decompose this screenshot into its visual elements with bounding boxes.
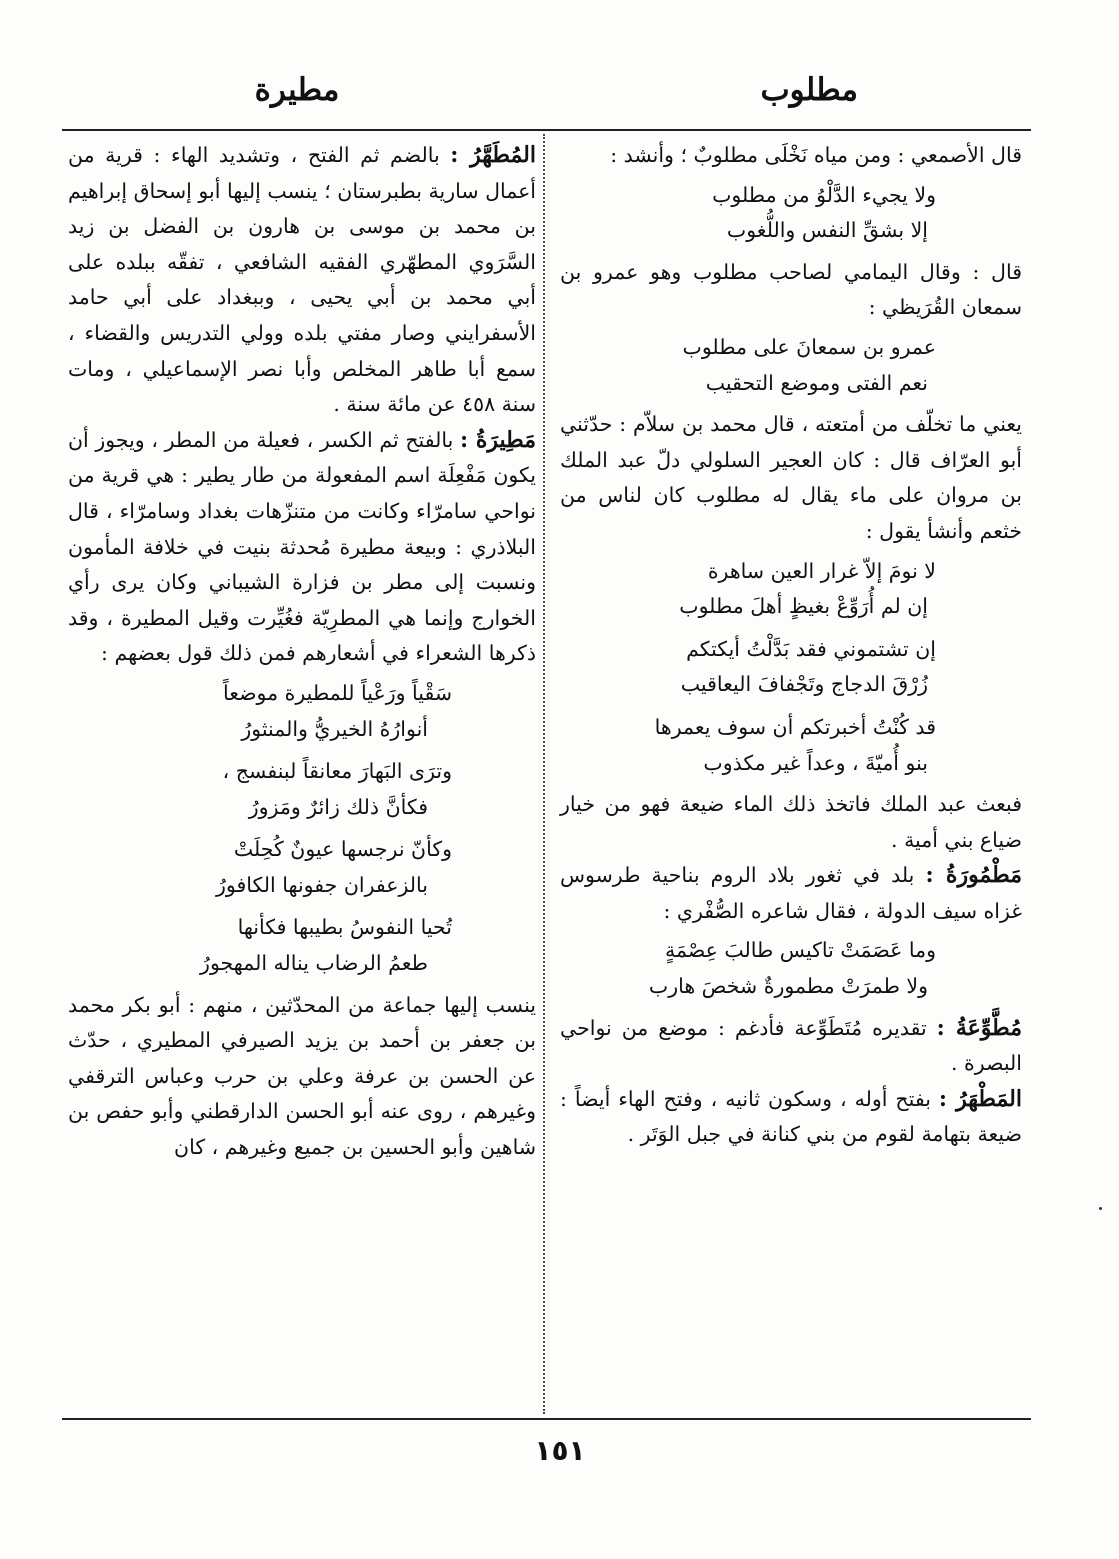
footer-rule <box>62 1418 1031 1420</box>
entry-headword: مَطْمُورَةُ : <box>925 862 1022 889</box>
verse-line: سَقْياً ورَعْياً للمطيرة موضعاً <box>222 680 452 705</box>
entry-headword: مُطَّوِّعَةُ : <box>936 1014 1022 1041</box>
verse <box>560 178 1022 249</box>
page-number: ١٥١ <box>534 1434 586 1467</box>
verse-line: قد كُنْتُ أخبرتكم أن سوف يعمرها <box>654 714 936 739</box>
entry-headword: المُطَهَّرُ : <box>450 142 536 168</box>
entry <box>68 423 536 672</box>
entry-text: بالفتح ثم الكسر ، فعيلة من المطر ، ويجوز أن يكون مَفْعِلَة اسم المفعولة من طار يطير : هي قرية من نواحي سامرّاء وكانت من متنزّهات بغداد وسامرّاء ، قال البلاذري : وبيعة مطيرة مُحدثة بنيت في خلافة المأمون ونسبت إلى مطر بن فزارة الشيباني وكان يرى رأي الخوارج وإنما هي المطرِيّة فغُيِّرت وقيل المطيرة ، وقد ذكرها الشعراء في أشعارهم فمن ذلك قول بعضهم : <box>68 427 536 666</box>
verse-line: إن تشتموني فقد بَدَّلْتُ أيكتكم <box>686 636 936 661</box>
entry-headword: مَطِيرَةُ : <box>459 426 536 453</box>
entry <box>560 1011 1022 1082</box>
verse-line: إن لم أُرَوِّعْ بغيظٍ أهلَ مطلوب <box>679 594 928 619</box>
verse-line: نعم الفتى وموضع التحقيب <box>705 370 928 395</box>
paragraph: قال الأصمعي : ومن مياه نَخْلَى مطلوبٌ ؛ وأنشد : <box>610 143 1022 167</box>
verse-line: وترَى البَهارَ معانقاً لبنفسج ، <box>222 759 452 784</box>
entry <box>560 1082 1022 1153</box>
entry <box>560 858 1022 929</box>
entry-headword: المَطْهَرُ : <box>938 1085 1023 1112</box>
margin-mark <box>1099 1207 1102 1210</box>
entry-text: تقديره مُتَطَوِّعة فأدغم : موضع من نواحي البصرة . <box>560 1015 1022 1076</box>
verse-line: بالزعفران جفونها الكافورُ <box>215 872 428 897</box>
verse-line: إلا بشقِّ النفس واللُّغوب <box>726 218 928 243</box>
verse <box>560 330 1022 401</box>
verse <box>560 554 1022 782</box>
verse-line: طعمُ الرضاب يناله المهجورُ <box>200 951 428 976</box>
right-column <box>560 138 1022 1153</box>
paragraph: قال : وقال اليمامي لصاحب مطلوب وهو عمرو بن سمعان القُرَيظي : <box>560 259 1022 320</box>
running-head-left: مطيرة <box>254 72 340 108</box>
verse-line: بنو أُميّةَ ، وعداً غير مكذوب <box>703 750 928 775</box>
header-rule <box>62 129 1031 131</box>
verse-line: فكأنَّ ذلك زائرٌ ومَزورُ <box>248 794 428 819</box>
entry-text: بالضم ثم الفتح ، وتشديد الهاء : قرية من أعمال سارية بطبرستان ؛ ينسب إليها أبو إسحاق إبراهيم بن محمد بن موسى بن هارون بن الفضل بن زيد السَّرَوي المطهّري الفقيه الشافعي ، تفقّه ببلده على أبي محمد بن أبي يحيى ، وببغداد على أبي حامد الأسفرايني وصار مفتي بلده وولي التدريس والقضاء ، سمع أبا طاهر المخلص وأبا نصر الإسماعيلي ، ومات سنة ٤٥٨ عن مائة سنة . <box>68 143 536 417</box>
column-divider <box>543 134 545 1414</box>
entry <box>68 138 536 423</box>
verse-line: زُرْقَ الدجاج وتَجْفافَ اليعاقيب <box>680 672 928 697</box>
verse-line: تُحيا النفوسُ بطيبها فكأنها <box>237 915 452 940</box>
verse-line: أنوارُهُ الخيريُّ والمنثورُ <box>241 716 428 741</box>
running-head-right: مطلوب <box>760 72 858 108</box>
left-column <box>68 138 536 1166</box>
verse-line: ولا طمرَتْ مطمورةٌ شخصَ هارب <box>648 974 928 999</box>
paragraph: يعني ما تخلّف من أمتعته ، قال محمد بن سلاّم : حدّثني أبو العرّاف قال : كان العجير السلولي دلّ عبد الملك بن مروان على ماء يقال له مطلوب كان لناس من خثعم وأنشأ يقول : <box>560 412 1022 543</box>
paragraph: فبعث عبد الملك فاتخذ ذلك الماء ضيعة فهو من خيار ضياع بني أمية . <box>560 792 1022 852</box>
entry-text: بفتح أوله ، وسكون ثانيه ، وفتح الهاء أيضاً : ضيعة بتهامة لقوم من بني كنانة في جبل الوَتَر . <box>560 1086 1022 1147</box>
verse <box>68 676 536 982</box>
verse <box>560 933 1022 1004</box>
verse-line: وكأنّ نرجسها عيونٌ كُحِلَتْ <box>233 837 452 862</box>
verse-line: وما عَصَمَتْ تاكيس طالبَ عِصْمَةٍ <box>664 938 936 963</box>
entry-text: بلد في ثغور بلاد الروم بناحية طرسوس غزاه سيف الدولة ، فقال شاعره الصُّفْري : <box>560 863 1022 923</box>
verse-line: لا نومَ إلاّ غرار العين ساهرة <box>707 558 936 583</box>
verse-line: عمرو بن سمعانَ على مطلوب <box>682 334 936 359</box>
verse-line: ولا يجيء الدَّلْوُ من مطلوب <box>712 182 936 207</box>
paragraph: ينسب إليها جماعة من المحدّثين ، منهم : أبو بكر محمد بن جعفر بن أحمد بن يزيد الصيرفي المطيري ، حدّث عن الحسن بن عرفة وعلي بن حرب وعباس الترقفي وغيرهم ، روى عنه أبو الحسن الدارقطني وأبو حفص بن شاهين وأبو الحسين بن جميع وغيرهم ، كان <box>68 992 536 1160</box>
